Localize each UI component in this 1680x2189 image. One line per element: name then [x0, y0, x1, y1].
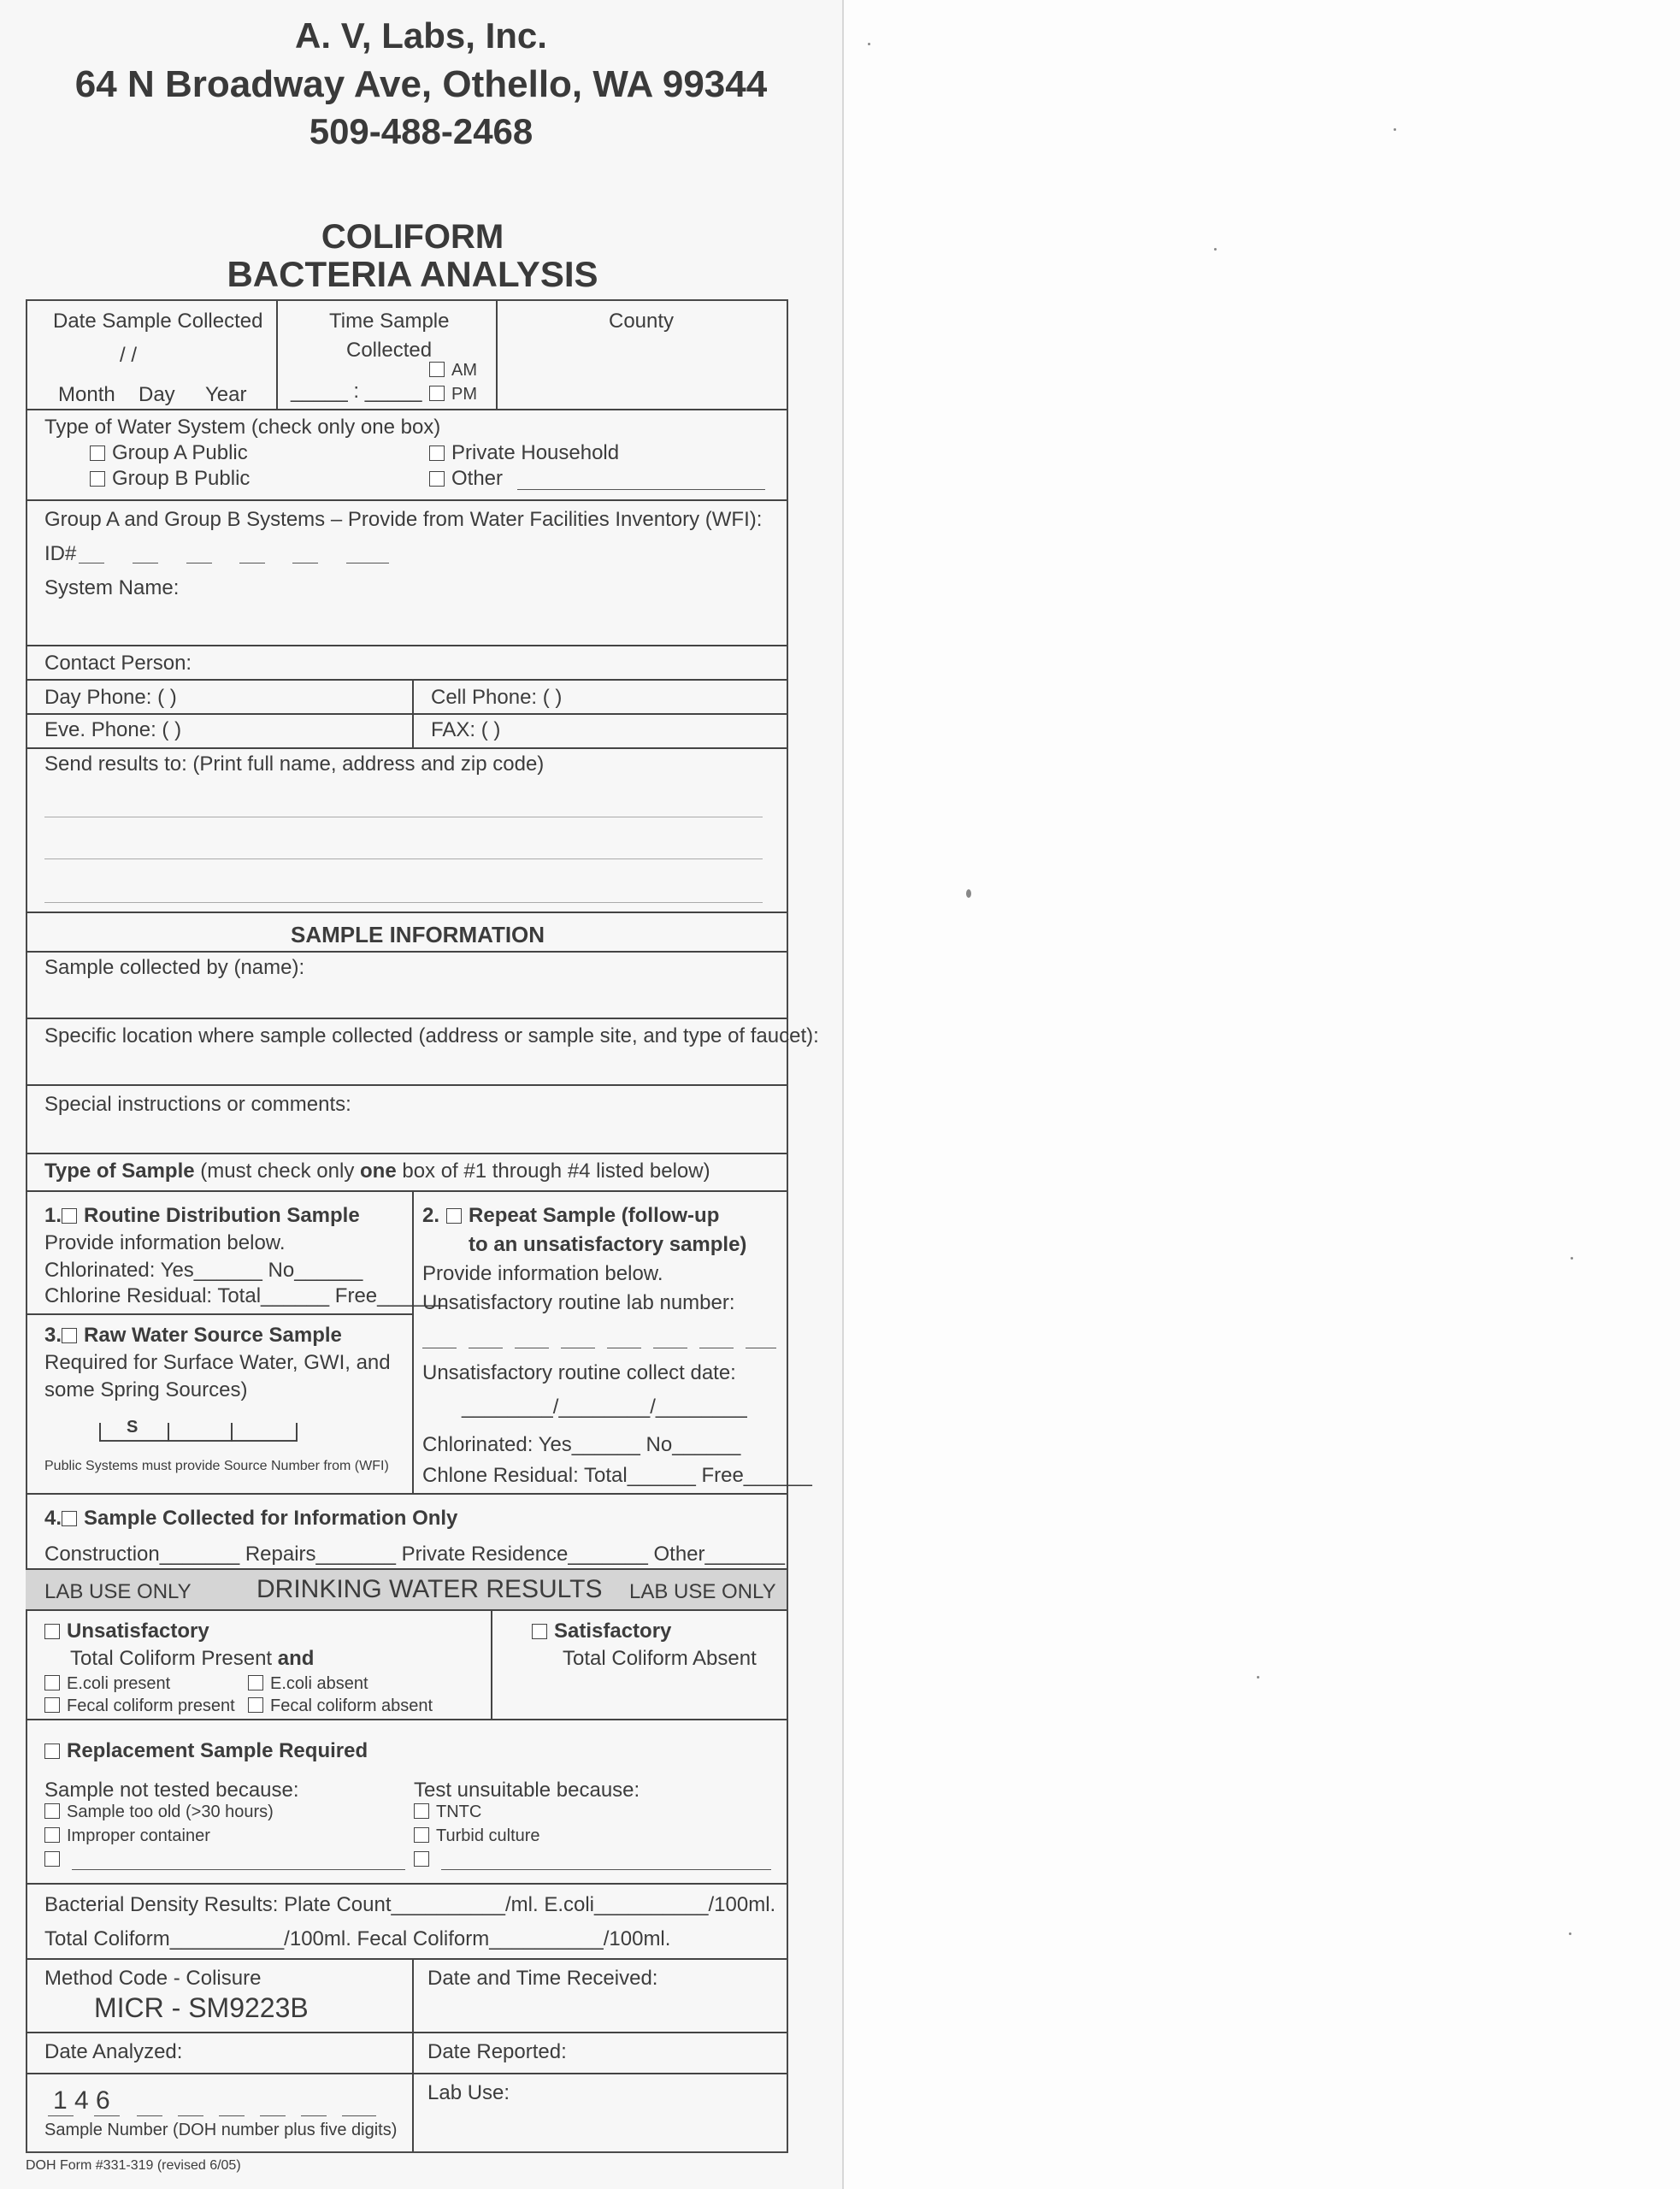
checkbox-icon[interactable] [532, 1624, 547, 1639]
type3-desc1: Required for Surface Water, GWI, and [44, 1351, 391, 1374]
tick [168, 1423, 169, 1442]
checkbox-icon[interactable] [44, 1827, 60, 1843]
date-time-received-label: Date and Time Received: [427, 1967, 658, 1990]
type3-desc2: some Spring Sources) [44, 1378, 248, 1401]
type1-residual[interactable]: Chlorine Residual: Total______ Free______ [44, 1284, 446, 1307]
row-divider [26, 912, 787, 913]
density-results-line1[interactable]: Bacterial Density Results: Plate Count__________/ml. E.coli__________/100ml. [44, 1893, 776, 1916]
row-divider [26, 499, 787, 501]
wfi-label: Group A and Group B Systems – Provide from Water Facilities Inventory (WFI): [44, 508, 763, 531]
divider [491, 1609, 492, 1719]
lab-use-only-right: LAB USE ONLY [629, 1580, 776, 1603]
not-tested-label: Sample not tested because: [44, 1779, 299, 1802]
unsuitable-other-blank[interactable] [441, 1869, 771, 1870]
eve-phone-label: Eve. Phone: ( ) [44, 718, 182, 741]
sample-digit-blank [94, 2115, 120, 2116]
row-divider [26, 1719, 787, 1720]
address-line[interactable] [44, 858, 763, 859]
method-code-label: Method Code - Colisure [44, 1967, 262, 1990]
unsatisfactory-option[interactable]: Unsatisfactory [44, 1620, 209, 1643]
sample-info-heading: SAMPLE INFORMATION [291, 922, 545, 947]
checkbox-icon[interactable] [62, 1328, 77, 1343]
turbid-option[interactable]: Turbid culture [414, 1826, 540, 1846]
row-divider [26, 679, 787, 681]
sample-digit-blank[interactable] [178, 2115, 203, 2116]
type2-provide: Provide information below. [422, 1262, 663, 1285]
private-household-option[interactable]: Private Household [429, 441, 619, 465]
other-blank[interactable] [517, 489, 765, 490]
checkbox-icon[interactable] [44, 1697, 60, 1713]
form-title-line2: BACTERIA ANALYSIS [227, 254, 598, 294]
type4-options[interactable]: Construction_______ Repairs_______ Private Residence_______ Other_______ [44, 1543, 785, 1566]
address-line[interactable] [44, 902, 763, 903]
type2-collect-date-field[interactable]: ________/________/________ [462, 1395, 747, 1419]
sample-digit-blank[interactable] [260, 2115, 286, 2116]
special-instructions-label: Special instructions or comments: [44, 1093, 351, 1116]
am-option[interactable]: AM [429, 361, 477, 381]
lab-use-label: Lab Use: [427, 2081, 510, 2104]
company-phone: 509-488-2468 [309, 111, 533, 151]
system-name-label: System Name: [44, 576, 180, 599]
water-system-label: Type of Water System (check only one box) [44, 416, 441, 439]
sample-digit-blank [48, 2115, 74, 2116]
type1-provide: Provide information below. [44, 1231, 286, 1254]
day-label: Day [139, 383, 175, 406]
row-divider [26, 1153, 787, 1154]
sample-number-label: Sample Number (DOH number plus five digits) [44, 2121, 398, 2139]
blank-back-page [844, 0, 1680, 2189]
row-divider [26, 1313, 412, 1315]
type1-title[interactable]: 1. Routine Distribution Sample [44, 1204, 360, 1227]
checkbox-icon[interactable] [429, 386, 445, 401]
speck [1257, 1676, 1259, 1679]
speck [1569, 1932, 1571, 1935]
tick [231, 1423, 233, 1442]
month-label: Month [58, 383, 115, 406]
density-results-line2[interactable]: Total Coliform__________/100ml. Fecal Coliform__________/100ml. [44, 1927, 671, 1950]
type3-note: Public Systems must provide Source Number from (WFI) [44, 1459, 389, 1473]
row-divider [26, 2073, 787, 2074]
speck [1571, 1257, 1573, 1260]
company-address: 64 N Broadway Ave, Othello, WA 99344 [74, 63, 768, 105]
group-b-option[interactable]: Group B Public [90, 467, 250, 491]
other-option[interactable]: Other [429, 467, 503, 491]
checkbox-icon[interactable] [44, 1744, 60, 1759]
checkbox-icon[interactable] [414, 1851, 429, 1867]
row-divider [26, 409, 787, 410]
form-number: DOH Form #331-319 (revised 6/05) [26, 2158, 241, 2173]
row-divider [26, 951, 787, 953]
checkbox-icon[interactable] [44, 1803, 60, 1819]
ecoli-absent-option[interactable]: E.coli absent [248, 1674, 368, 1694]
type1-chlorinated[interactable]: Chlorinated: Yes______ No______ [44, 1259, 363, 1282]
checkbox-icon[interactable] [429, 471, 445, 487]
results-heading: DRINKING WATER RESULTS [256, 1575, 603, 1603]
speck [1394, 128, 1396, 131]
fax-label: FAX: ( ) [431, 718, 501, 741]
row-divider [26, 2032, 787, 2033]
row-divider [26, 1493, 787, 1495]
speck [1214, 248, 1217, 251]
sample-digit-blank[interactable] [301, 2115, 327, 2116]
county-label: County [609, 310, 675, 333]
checkbox-icon[interactable] [90, 471, 105, 487]
tick [296, 1423, 298, 1442]
checkbox-icon[interactable] [44, 1675, 60, 1690]
sample-digit-blank[interactable] [342, 2115, 376, 2116]
checkbox-icon[interactable] [414, 1803, 429, 1819]
divider [276, 301, 278, 409]
cell-phone-label: Cell Phone: ( ) [431, 686, 563, 709]
fecal-absent-option[interactable]: Fecal coliform absent [248, 1696, 433, 1716]
divider [412, 1190, 414, 1493]
row-divider [26, 747, 787, 749]
satisfactory-option[interactable]: Satisfactory [532, 1620, 671, 1643]
divider [496, 301, 498, 409]
checkbox-icon[interactable] [429, 362, 445, 377]
group-a-option[interactable]: Group A Public [90, 441, 248, 465]
unsat-desc: Total Coliform Present and [70, 1647, 315, 1670]
location-label: Specific location where sample collected (address or sample site, and type of faucet): [44, 1024, 819, 1047]
unsuitable-label: Test unsuitable because: [414, 1779, 640, 1802]
checkbox-icon[interactable] [44, 1851, 60, 1867]
year-label: Year [205, 383, 247, 406]
time-label-2: Collected [346, 339, 433, 362]
time-label-1: Time Sample [329, 310, 450, 333]
row-divider [26, 1190, 787, 1192]
row-divider [26, 645, 787, 646]
sat-desc: Total Coliform Absent [563, 1647, 757, 1670]
type2-collect-date-label: Unsatisfactory routine collect date: [422, 1361, 736, 1384]
improper-container-option[interactable]: Improper container [44, 1826, 210, 1846]
row-divider [26, 713, 787, 715]
contact-person-label: Contact Person: [44, 652, 192, 675]
checkbox-icon[interactable] [44, 1624, 60, 1639]
fecal-present-option[interactable]: Fecal coliform present [44, 1696, 235, 1716]
type2-lab-number-label: Unsatisfactory routine lab number: [422, 1291, 735, 1314]
row-divider [26, 1883, 787, 1885]
type2-residual[interactable]: Chlone Residual: Total______ Free______ [422, 1464, 812, 1487]
pm-option[interactable]: PM [429, 385, 477, 404]
speck [868, 43, 870, 45]
time-field[interactable]: _____ : _____ [291, 380, 422, 403]
sample-number-prefix: 1 4 6 [53, 2086, 110, 2115]
lab-use-only-left: LAB USE ONLY [44, 1580, 192, 1603]
replacement-option[interactable]: Replacement Sample Required [44, 1739, 368, 1763]
checkbox-icon[interactable] [90, 445, 105, 461]
send-results-label: Send results to: (Print full name, address and zip code) [44, 752, 545, 776]
date-analyzed-label: Date Analyzed: [44, 2040, 183, 2063]
not-tested-other-option[interactable] [44, 1850, 67, 1870]
date-collected-label: Date Sample Collected [53, 310, 263, 333]
too-old-option[interactable]: Sample too old (>30 hours) [44, 1803, 274, 1822]
divider [412, 1958, 414, 2151]
date-separators: / / [120, 344, 138, 367]
tick [99, 1423, 101, 1442]
checkbox-icon[interactable] [414, 1827, 429, 1843]
sample-digit-blank [137, 2115, 162, 2116]
row-divider [26, 1958, 787, 1960]
speck [966, 889, 971, 898]
checkbox-icon[interactable] [429, 445, 445, 461]
sample-digit-blank[interactable] [219, 2115, 245, 2116]
type2-title-line2: to an unsatisfactory sample) [469, 1233, 747, 1256]
type2-chlorinated[interactable]: Chlorinated: Yes______ No______ [422, 1433, 741, 1456]
checkbox-icon[interactable] [248, 1675, 263, 1690]
type-of-sample-label: Type of Sample (must check only one box of #1 through #4 listed below) [44, 1159, 710, 1183]
type4-title[interactable]: 4. Sample Collected for Information Only [44, 1507, 458, 1530]
date-reported-label: Date Reported: [427, 2040, 567, 2063]
day-phone-label: Day Phone: ( ) [44, 686, 177, 709]
checkbox-icon[interactable] [62, 1208, 77, 1224]
method-code-value: MICR - SM9223B [94, 1992, 309, 2023]
row-divider [26, 1084, 787, 1086]
ecoli-present-option[interactable]: E.coli present [44, 1674, 170, 1694]
type2-title[interactable]: 2. Repeat Sample (follow-up [422, 1204, 720, 1227]
form-title-line1: COLIFORM [321, 218, 504, 256]
company-name: A. V, Labs, Inc. [295, 15, 547, 56]
id-label: ID# [44, 542, 77, 565]
collected-by-label: Sample collected by (name): [44, 956, 305, 979]
source-s-prefix: S [127, 1418, 139, 1437]
row-divider [26, 1018, 787, 1019]
checkbox-icon[interactable] [446, 1208, 462, 1224]
tntc-option[interactable]: TNTC [414, 1803, 481, 1822]
checkbox-icon[interactable] [62, 1511, 77, 1526]
checkbox-icon[interactable] [248, 1697, 263, 1713]
not-tested-other-blank[interactable] [72, 1869, 405, 1870]
type3-title[interactable]: 3. Raw Water Source Sample [44, 1324, 342, 1347]
unsuitable-other-option[interactable] [414, 1850, 436, 1870]
